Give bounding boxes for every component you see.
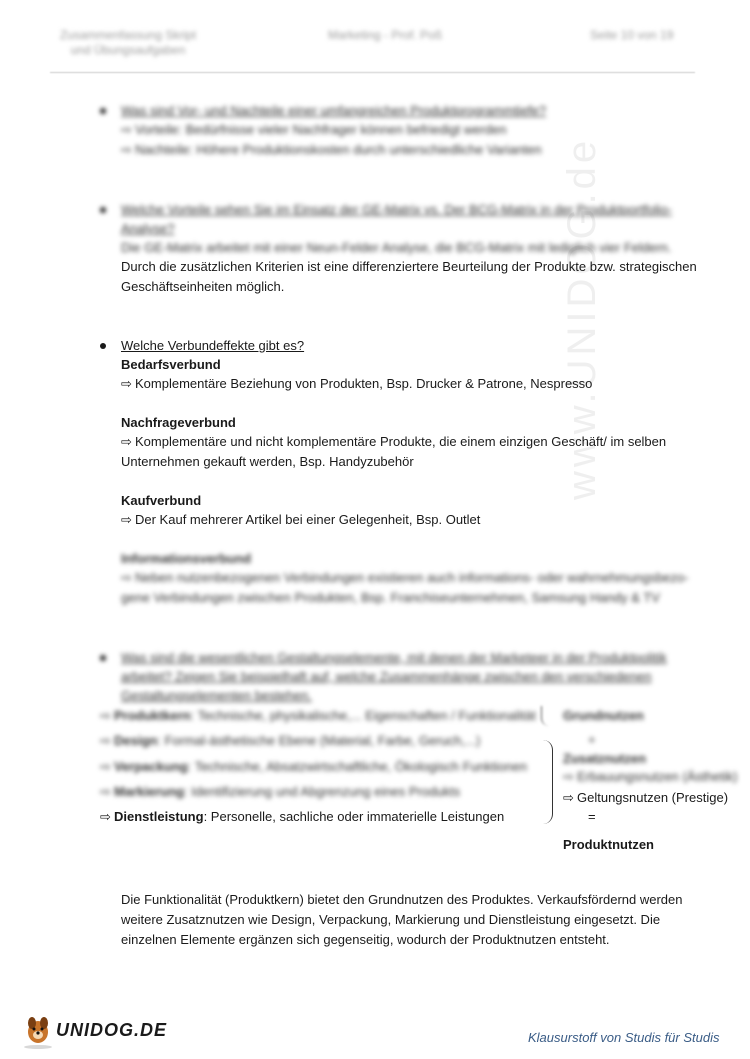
header-center: Marketing - Prof. Poß: [328, 28, 443, 42]
bullet-q4: [100, 655, 106, 661]
summary-line1: Die Funktionalität (Produktkern) bietet den Grundnutzen des Produktes. Verkaufsfördernd werden: [121, 892, 683, 907]
element-markierung: ⇨ Markierung: Identifizierung und Abgrenzung eines Produkts: [100, 782, 460, 802]
arrow-icon: ⇨: [100, 708, 111, 723]
grundnutzen-label: Grundnutzen: [563, 708, 644, 723]
header-page-number: Seite 10 von 19: [590, 28, 674, 42]
nachfrageverbund-title: Nachfrageverbund: [121, 415, 236, 430]
arrow-icon: ⇨: [121, 570, 132, 585]
geltungsnutzen: ⇨ Geltungsnutzen (Prestige): [563, 790, 729, 805]
arrow-icon: ⇨: [563, 790, 574, 805]
header-left-line2: und Übungsaufgaben: [70, 43, 186, 57]
q2-answer-line3: Geschäftseinheiten möglich.: [121, 279, 285, 294]
erbauungsnutzen: ⇨ Erbauungsnutzen (Ästhetik): [563, 769, 738, 784]
element-dienstleistung: ⇨ Dienstleistung: Personelle, sachliche oder immaterielle Leistungen: [100, 807, 504, 827]
header-left-line1: Zusammenfassung Skript: [59, 28, 197, 42]
summary-line3: einzelnen Elemente ergänzen sich gegenseitig, wodurch der Produktnutzen entsteht.: [121, 932, 610, 947]
produktnutzen-label: Produktnutzen: [563, 837, 654, 852]
q1-line1: ⇨ Vorteile: Bedürfnisse vieler Nachfrager können befriedigt werden: [121, 120, 506, 140]
footer-tagline: Klausurstoff von Studis für Studis: [528, 1030, 720, 1045]
watermark: www.UNIDOG.de: [560, 136, 604, 500]
informationsverbund-title: Informationsverbund: [121, 551, 252, 566]
element-produktkern: ⇨ Produktkern: Technische, physikalische,... Eigenschaften / Funktionalität: [100, 706, 536, 726]
kaufverbund-title: Kaufverbund: [121, 493, 202, 508]
bedarfsverbund-title: Bedarfsverbund: [121, 357, 221, 372]
q4-question-line2: arbeitet? Zeigen Sie beispielhaft auf, welche Zusammenhänge zwischen den verschiedenen: [121, 669, 652, 684]
brace-zusatznutzen: [540, 740, 553, 824]
bullet-q3: [100, 343, 106, 349]
header-left: [58, 28, 198, 58]
logo-text: UNIDOG.DE: [56, 1020, 168, 1040]
equals-sign: =: [588, 809, 596, 824]
informationsverbund-text1: ⇨ Neben nutzenbezogenen Verbindungen existieren auch informations- oder wahrnehmungsbezo-: [121, 568, 689, 588]
element-verpackung: ⇨ Verpackung: Technische, Absatzwirtschaftliche, Ökologisch Funktionen: [100, 757, 527, 777]
element-design: ⇨ Design: Formal-ästhetische Ebene (Material, Farbe, Geruch,...): [100, 731, 480, 751]
arrow-icon: ⇨: [121, 376, 132, 391]
arrow-icon: ⇨: [100, 733, 111, 748]
q1-question: Was sind Vor- und Nachteile einer umfangreichen Produktprogrammtiefe?: [121, 103, 547, 118]
kaufverbund-text: ⇨ Der Kauf mehrerer Artikel bei einer Gelegenheit, Bsp. Outlet: [121, 510, 480, 530]
summary-line2: weitere Zusatznutzen wie Design, Verpackung, Markierung und Dienstleistung eingesetzt. Die: [121, 912, 661, 927]
q1-line2: ⇨ Nachteile: Höhere Produktionskosten durch unterschiedliche Varianten: [121, 140, 542, 160]
q4-question-line3: Gestaltungselementen bestehen.: [121, 688, 312, 703]
header-divider: [50, 72, 695, 73]
q2-answer-line2: Durch die zusätzlichen Kriterien ist eine differenziertere Beurteilung der Produkte bzw. strategischen: [121, 259, 697, 274]
arrow-icon: ⇨: [121, 434, 132, 449]
arrow-icon: ⇨: [100, 809, 111, 824]
nachfrageverbund-text2: Unternehmen gekauft werden, Bsp. Handyzubehör: [121, 454, 414, 469]
q3-question: Welche Verbundeffekte gibt es?: [121, 338, 305, 353]
bullet-q1: [100, 108, 106, 114]
q4-question-line1: Was sind die wesentlichen Gestaltungselemente, mit denen der Marketeer in der Produktpolitik: [121, 650, 667, 665]
q2-question-line1: Welche Vorteile sehen Sie im Einsatz der GE-Matrix vs. Der BCG-Matrix in der Produktportfolio-: [121, 202, 673, 217]
q2-question-line2: Analyse?: [121, 221, 175, 236]
arrow-icon: ⇨: [121, 142, 132, 157]
nachfrageverbund-text1: ⇨ Komplementäre und nicht komplementäre Produkte, die einem einzigen Geschäft/ im selben: [121, 432, 666, 452]
arrow-icon: ⇨: [100, 759, 111, 774]
informationsverbund-text2: gene Verbindungen zwischen Produkten, Bsp. Franchiseunternehmen, Samsung Handy & TV: [121, 590, 660, 605]
q2-answer-line1: Die GE-Matrix arbeitet mit einer Neun-Felder Analyse, die BCG-Matrix mit lediglich vier Feldern.: [121, 240, 672, 255]
plus-sign: +: [588, 732, 596, 747]
bullet-q2: [100, 207, 106, 213]
arrow-icon: ⇨: [121, 122, 132, 137]
brace-grundnutzen: [541, 706, 552, 726]
arrow-icon: ⇨: [121, 512, 132, 527]
zusatznutzen-label: Zusatznutzen: [563, 751, 647, 766]
arrow-icon: ⇨: [100, 784, 111, 799]
bedarfsverbund-text: ⇨ Komplementäre Beziehung von Produkten, Bsp. Drucker & Patrone, Nespresso: [121, 374, 592, 394]
arrow-icon: ⇨: [563, 769, 574, 784]
